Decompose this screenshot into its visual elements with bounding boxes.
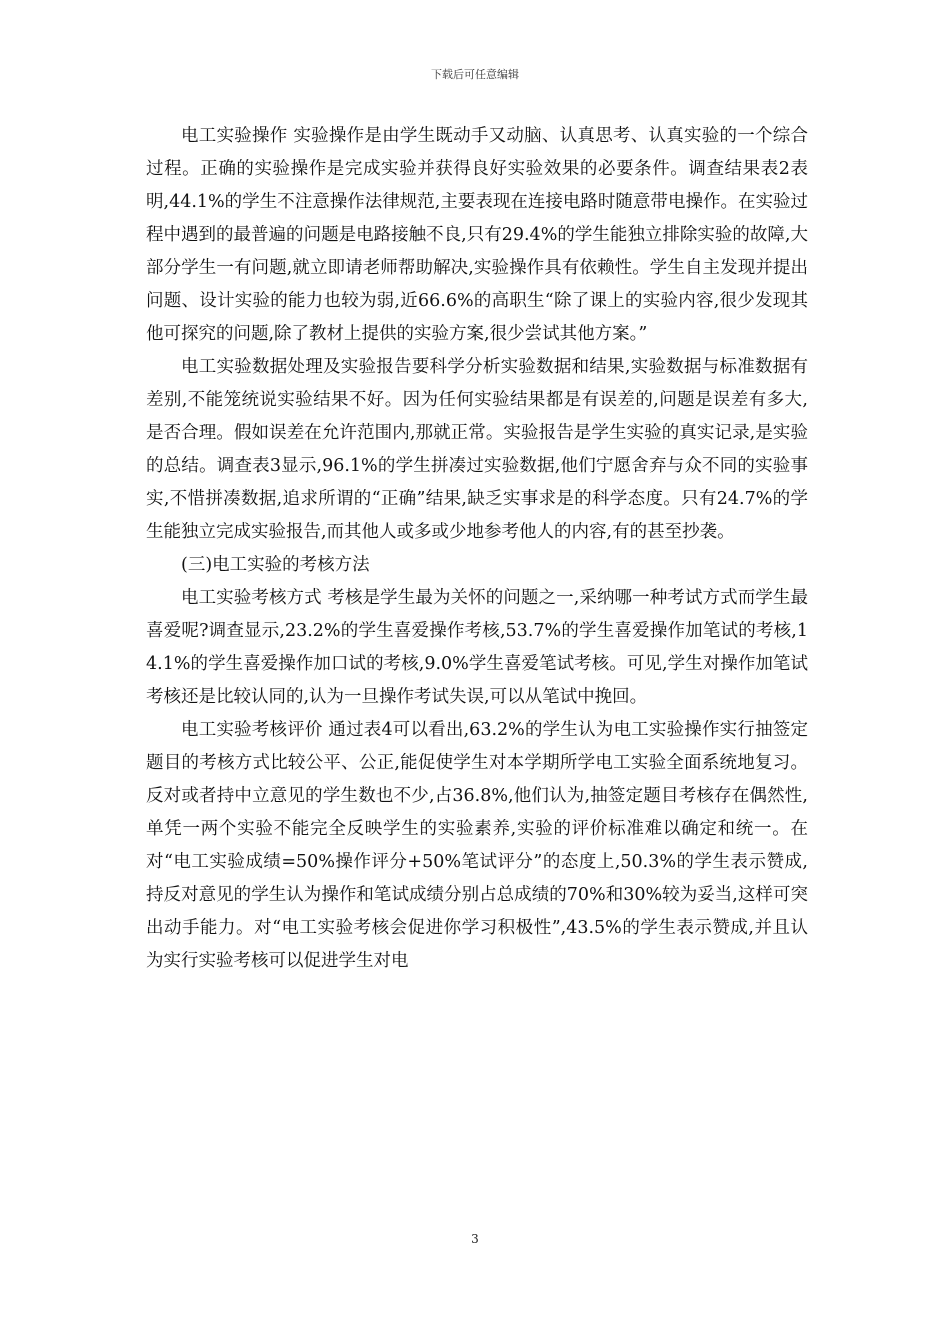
section-heading-assessment-methods: (三)电工实验的考核方法: [181, 555, 370, 575]
paragraph-assessment-format: 电工实验考核方式 考核是学生最为关怀的问题之一,采纳哪一种考试方式而学生最喜爱呢?调查显示,23.2%的学生喜爱操作考核,53.7%的学生喜爱操作加笔试的考核,14.1%的学生喜爱操作加口试的考核,9.0%学生喜爱笔试考核。可见,学生对操作加笔试考核还是比较认同的,认为一旦操作考试失误,可以从笔试中挽回。: [146, 588, 808, 707]
paragraph-experiment-operation: 电工实验操作 实验操作是由学生既动手又动脑、认真思考、认真实验的一个综合过程。正确的实验操作是完成实验并获得良好实验效果的必要条件。调查结果表2表明,44.1%的学生不注意操作法律规范,主要表现在连接电路时随意带电操作。在实验过程中遇到的最普遍的问题是电路接触不良,只有29.4%的学生能独立排除实验的故障,大部分学生一有问题,就立即请老师帮助解决,实验操作具有依赖性。学生自主发现并提出问题、设计实验的能力也较为弱,近66.6%的高职生“除了课上的实验内容,很少发现其他可探究的问题,除了教材上提供的实验方案,很少尝试其他方案。”: [146, 126, 808, 344]
document-body: [146, 120, 808, 978]
paragraph-assessment-evaluation: 电工实验考核评价 通过表4可以看出,63.2%的学生认为电工实验操作实行抽签定题目的考核方式比较公平、公正,能促使学生对本学期所学电工实验全面系统地复习。反对或者持中立意见的学生数也不少,占36.8%,他们认为,抽签定题目考核存在偶然性,单凭一两个实验不能完全反映学生的实验素养,实验的评价标准难以确定和统一。在对“电工实验成绩=50%操作评分+50%笔试评分”的态度上,50.3%的学生表示赞成,持反对意见的学生认为操作和笔试成绩分别占总成绩的70%和30%较为妥当,这样可突出动手能力。对“电工实验考核会促进你学习积极性”,43.5%的学生表示赞成,并且认为实行实验考核可以促进学生对电: [146, 720, 808, 971]
page-header: 下载后可任意编辑: [431, 68, 519, 81]
page-number: 3: [471, 1232, 479, 1246]
paragraph-data-processing: 电工实验数据处理及实验报告要科学分析实验数据和结果,实验数据与标准数据有差别,不能笼统说实验结果不好。因为任何实验结果都是有误差的,问题是误差有多大,是否合理。假如误差在允许范围内,那就正常。实验报告是学生实验的真实记录,是实验的总结。调查表3显示,96.1%的学生拼凑过实验数据,他们宁愿舍弃与众不同的实验事实,不惜拼凑数据,追求所谓的“正确”结果,缺乏实事求是的科学态度。只有24.7%的学生能独立完成实验报告,而其他人或多或少地参考他人的内容,有的甚至抄袭。: [146, 357, 808, 542]
